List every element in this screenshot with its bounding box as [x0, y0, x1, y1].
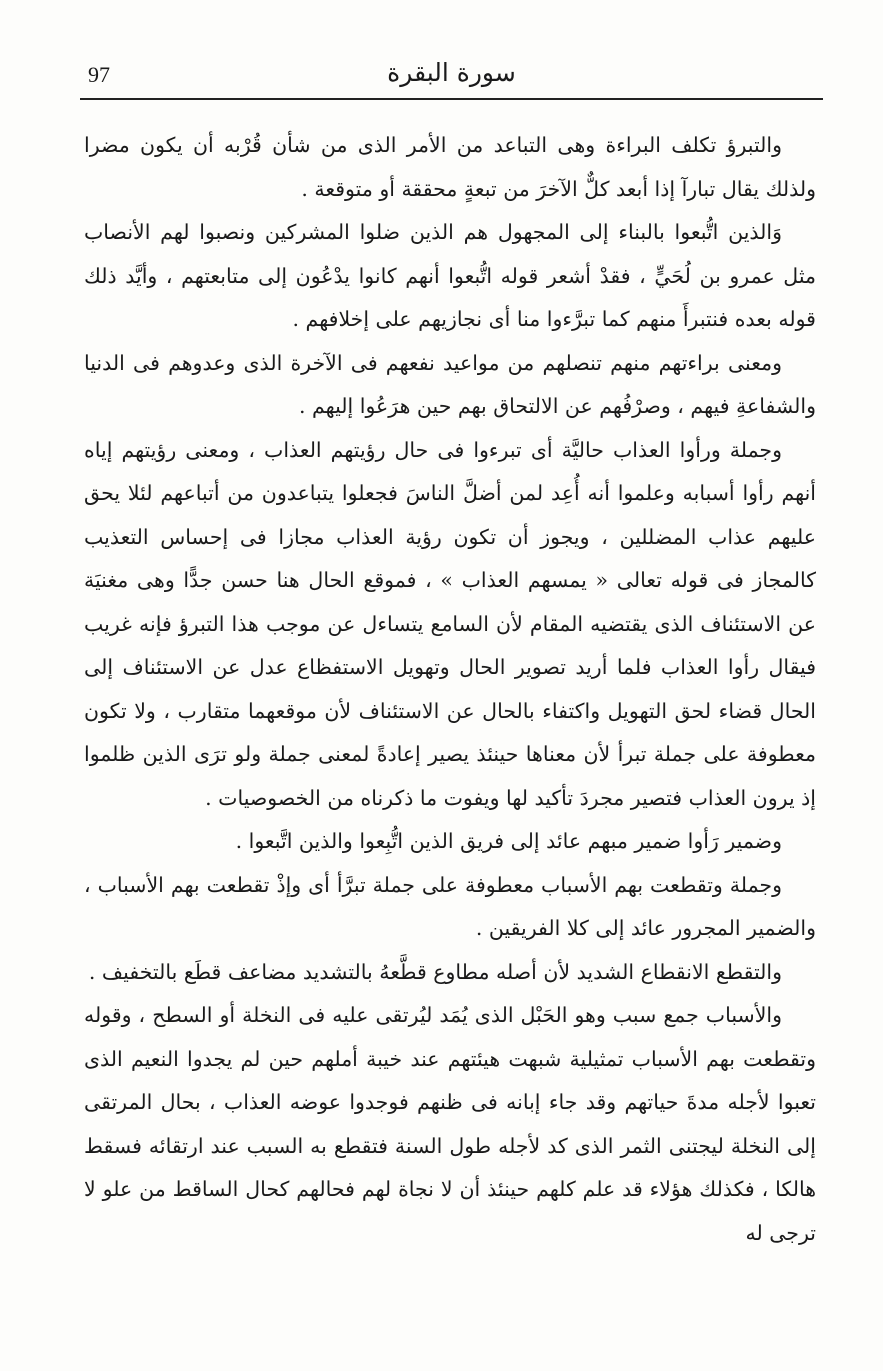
paragraph: وجملة ورأوا العذاب حاليَّة أى تبرءوا فى حال رؤيتهم العذاب ، ومعنى رؤيتهم إياه أنهم رأوا أسبابه وعلموا أنه أُعِد لمن أضلَّ الناسَ فجعلوا يتباعدون من أتباعهم لئلا يحق عليهم عذاب المضللين ، ويجوز أن تكون رؤية العذاب مجازا فى إحساس التعذيب كالمجاز فى قوله تعالى « يمسهم العذاب » ، فموقع الحال هنا حسن جدًّا وهى مغنيَة عن الاستئناف الذى يقتضيه المقام لأن السامع يتساءل عن موجب هذا التبرؤ فإنه غريب فيقال رأوا العذاب فلما أريد تصوير الحال وتهويل الاستفظاع عدل عن الاستئناف إلى الحال قضاء لحق التهويل واكتفاء بالحال عن الاستئناف لأن موقعهما متقارب ، ولا تكون معطوفة على جملة تبرأ لأن معناها حينئذ يصير إعادةً لمعنى جملة ولو ترَى الذين ظلموا إذ يرون العذاب فتصير مجردَ تأكيد لها ويفوت ما ذكرناه من الخصوصيات . — [84, 437, 816, 810]
paragraph: والتقطع الانقطاع الشديد لأن أصله مطاوع قطَّعهُ بالتشديد مضاعف قطَع بالتخفيف . — [88, 959, 782, 984]
page-header — [80, 52, 823, 96]
page-number: 97 — [88, 62, 110, 87]
running-title: سورة البقرة — [387, 58, 516, 87]
paragraph: والتبرؤ تكلف البراءة وهى التباعد من الأمر الذى من شأن قُرْبه أن يكون مضرا ولذلك يقال تبارآ إذا أبعد كلٌّ الآخرَ من تبعةٍ محققة أو متوقعة . — [84, 133, 816, 201]
paragraph: وضمير رَأوا ضمير مبهم عائد إلى فريق الذين اتُّبِعوا والذين اتَّبعوا . — [235, 829, 782, 853]
header-divider — [80, 98, 823, 100]
commentary-body — [84, 124, 816, 1255]
paragraph: وجملة وتقطعت بهم الأسباب معطوفة على جملة تبرَّأ أى وإذْ تقطعت بهم الأسباب ، والضمير المجرور عائد إلى كلا الفريقين . — [84, 872, 816, 940]
paragraph: والأسباب جمع سبب وهو الحَبْل الذى يُمَد ليُرتقى عليه فى النخلة أو السطح ، وقوله وتقطعت بهم الأسباب تمثيلية شبهت هيئتهم عند خيبة أملهم حين لم يجدوا النعيم الذى تعبوا لأجله مدةَ حياتهم وقد جاء إبانه فى ظنهم فوجدوا عوضه العذاب ، بحال المرتقى إلى النخلة ليجتنى الثمر الذى كد لأجله طول السنة فتقطع به السبب عند ارتقائه فسقط هالكا ، فكذلك هؤلاء قد علم كلهم حينئذ أن لا نجاة لهم فحالهم كحال الساقط من علو لا ترجى له — [84, 1003, 816, 1245]
paragraph: وَالذين اتُّبعوا بالبناء إلى المجهول هم الذين ضلوا المشركين ونصبوا لهم الأنصاب مثل عمرو بن لُحَيٍّ ، فقدْ أشعر قوله اتُّبعوا أنهم كانوا يدْعُون إلى متابعتهم ، وأيَّد ذلك قوله بعده فنتبرأَ منهم كما تبرَّءوا منا أى نجازيهم على إخلافهم . — [84, 220, 816, 331]
paragraph: ومعنى براءتهم منهم تنصلهم من مواعيد نفعهم فى الآخرة الذى وعدوهم فى الدنيا والشفاعةِ فيهم ، وصرْفُهم عن الالتحاق بهم حين هرَعُوا إليهم . — [84, 350, 816, 418]
